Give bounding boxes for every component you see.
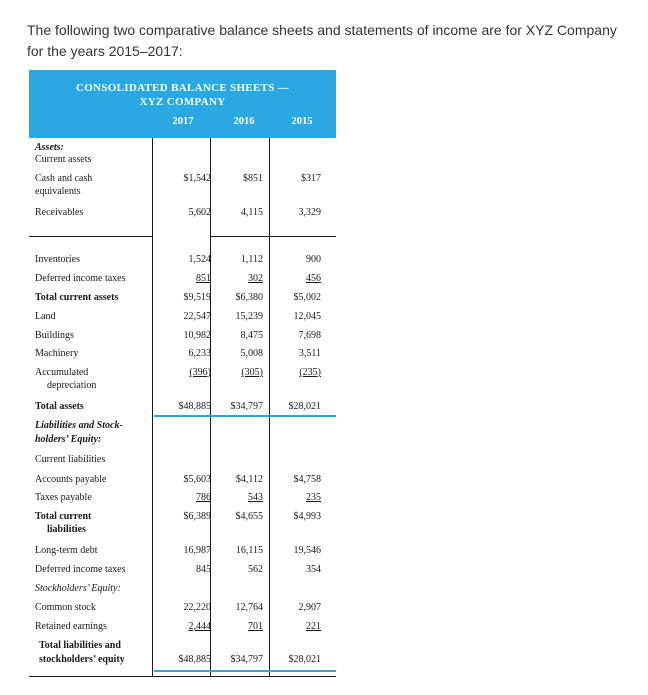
table-row: Machinery 6,233 5,008 3,511 bbox=[35, 348, 321, 359]
table-row: Assets: bbox=[35, 142, 64, 153]
balance-sheet-table bbox=[29, 70, 336, 685]
table-row: Cash and cash $1,542 $851 $317 bbox=[35, 173, 321, 184]
intro-text: The following two comparative balance sheets and statements of income are for XYZ Company for the years 2015–2017: bbox=[27, 22, 617, 59]
table-title-line1: CONSOLIDATED BALANCE SHEETS — bbox=[76, 82, 289, 94]
total-liabilities-rule bbox=[154, 670, 336, 672]
table-row: holders’ Equity: bbox=[35, 434, 102, 445]
table-row: Common stock 22,220 12,764 2,907 bbox=[35, 602, 321, 613]
table-row: Accumulated (396) (305) (235) bbox=[35, 367, 321, 378]
table-row: Total liabilities and bbox=[39, 640, 121, 651]
table-row: Receivables 5,602 4,115 3,329 bbox=[35, 207, 321, 218]
table-row: Total assets $48,885 $34,797 $28,021 bbox=[35, 401, 321, 412]
table-row: Deferred income taxes 851 302 456 bbox=[35, 273, 321, 284]
table-row: Accounts payable $5,603 $4,112 $4,758 bbox=[35, 474, 321, 485]
table-row: Deferred income taxes 845 562 354 bbox=[35, 564, 321, 575]
table-row: depreciation bbox=[47, 380, 97, 391]
row-rule bbox=[29, 236, 152, 237]
table-row: Total current $6,389 $4,655 $4,993 bbox=[35, 511, 321, 522]
table-row: Buildings 10,982 8,475 7,698 bbox=[35, 330, 321, 341]
table-row: Stockholders’ Equity: bbox=[35, 583, 121, 594]
table-row: Inventories 1,524 1,112 900 bbox=[35, 254, 321, 265]
table-title-line2: XYZ COMPANY bbox=[139, 96, 226, 108]
table-row: Long-term debt 16,987 16,115 19,546 bbox=[35, 545, 321, 556]
table-row: Liabilities and Stock- bbox=[35, 420, 123, 431]
table-row: Total current assets $9,519 $6,380 $5,002 bbox=[35, 292, 321, 303]
table-row: Taxes payable 786 543 235 bbox=[35, 492, 321, 503]
year-2015-header: 2015 bbox=[291, 116, 313, 127]
year-2016-header: 2016 bbox=[233, 116, 255, 127]
table-row: stockholders’ equity $48,885 $34,797 $28,021 bbox=[39, 654, 321, 665]
table-row: equivalents bbox=[35, 186, 81, 197]
table-row: Current assets bbox=[35, 154, 92, 165]
table-row: Land 22,547 15,239 12,045 bbox=[35, 311, 321, 322]
year-2017-header: 2017 bbox=[172, 116, 194, 127]
table-title bbox=[29, 81, 336, 109]
table-bottom-rule bbox=[29, 676, 336, 677]
row-rule bbox=[210, 236, 336, 237]
total-assets-rule bbox=[154, 415, 336, 417]
table-row: liabilities bbox=[47, 524, 86, 535]
table-row: Retained earnings 2,444 701 221 bbox=[35, 621, 321, 632]
table-row: Current liabilities bbox=[35, 454, 106, 465]
